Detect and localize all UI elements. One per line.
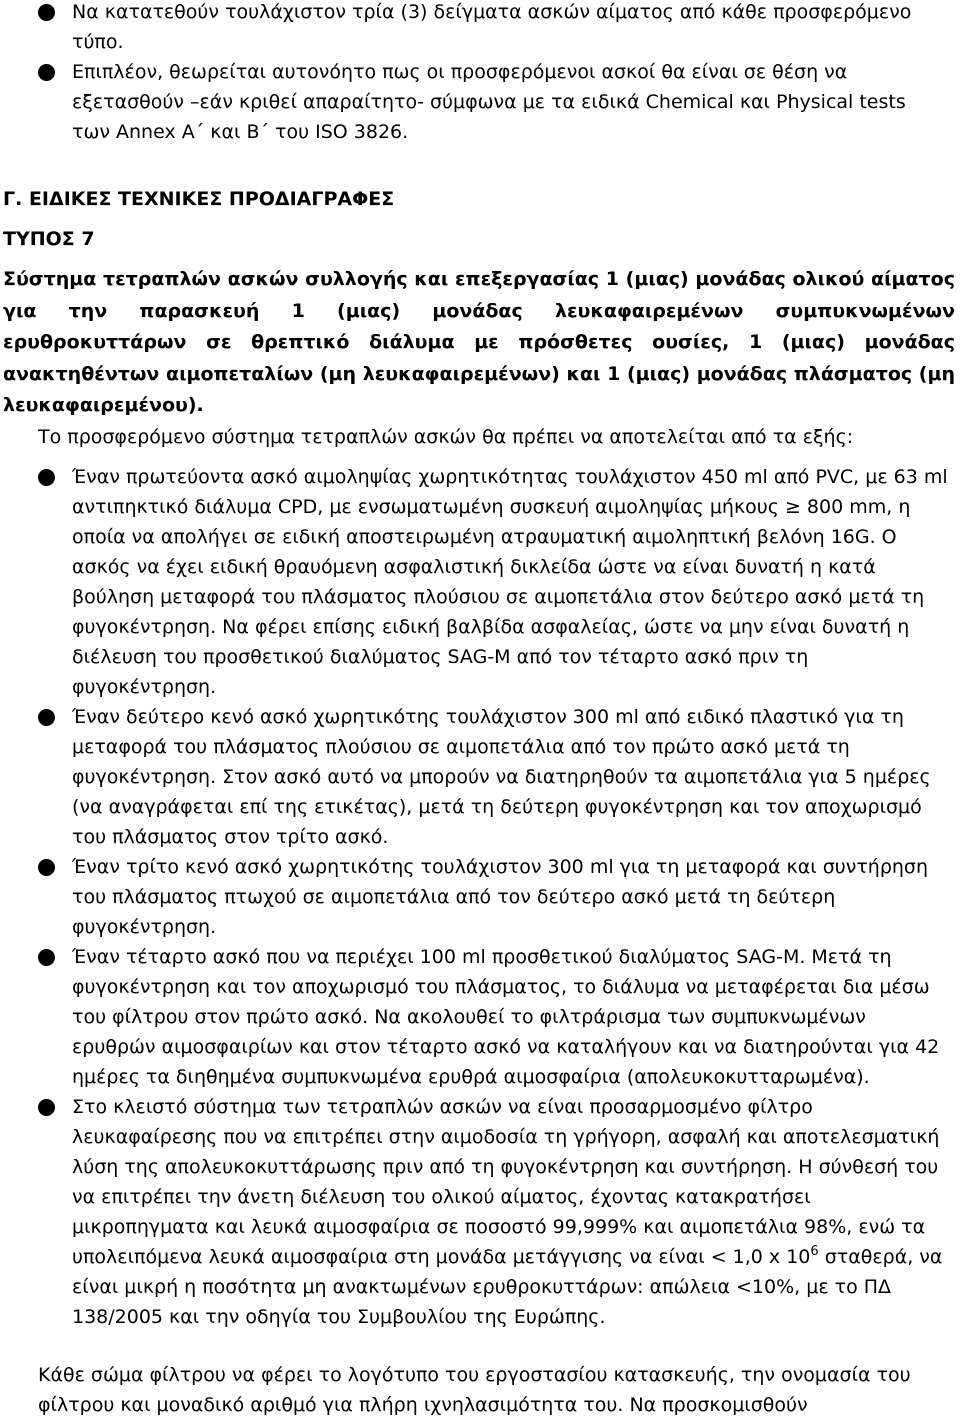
- component-bullet-list: [0, 462, 954, 1332]
- list-item: [0, 57, 954, 147]
- list-item-text: Έναν δεύτερο κενό ασκό χωρητικότης τουλάχιστον 300 ml από ειδικό πλαστικό για τη μεταφορά του πλάσματος πλούσιου σε αιμοπετάλια από τον πρώτο ασκό μετά τη φυγοκέντρηση. Στον ασκό αυτό να μπορούν να διατηρηθούν τα αιμοπετάλια για 5 ημέρες (να αναγράφεται επί της ετικέτας), μετά τη δεύτερη φυγοκέντρηση και τον αποχωρισμό του πλάσματος στον τρίτο ασκό.: [72, 706, 931, 848]
- list-item-text: Να κατατεθούν τουλάχιστον τρία (3) δείγματα ασκών αίματος από κάθε προσφερόμενο τύπο.: [72, 1, 912, 53]
- list-item: [0, 462, 954, 702]
- closing-paragraph: Κάθε σώμα φίλτρου να φέρει το λογότυπο του εργοστασίου κατασκευής, την ονομασία του φίλτρου και μοναδικό αριθμό για πλήρη ιχνηλασιμότητα του. Να προσκομισθούν: [38, 1364, 911, 1416]
- list-item-text: Επιπλέον, θεωρείται αυτονόητο πως οι προσφερόμενοι ασκοί θα είναι σε θέση να εξετασθούν –εάν κριθεί απαραίτητο- σύμφωνα με τα ειδικά Chemical και Physical tests των Annex Α΄ και Β΄ του ISO 3826.: [72, 61, 906, 143]
- type-heading: ΤΥΠΟΣ 7: [3, 228, 95, 250]
- list-item: [0, 942, 954, 1092]
- list-item-text: Έναν τρίτο κενό ασκό χωρητικότης τουλάχιστον 300 ml για τη μεταφορά και συντήρηση του πλάσματος πτωχού σε αιμοπετάλια από τον δεύτερο ασκό μετά τη δεύτερη φυγοκέντρηση.: [72, 856, 929, 938]
- bullet-dot-icon: [38, 469, 55, 486]
- list-item-text: Έναν τέταρτο ασκό που να περιέχει 100 ml προσθετικού διαλύματος SAG-M. Μετά τη φυγοκέντρηση και τον αποχωρισμό του πλάσματος, το διάλυμα να μεταφέρεται δια μέσω του φίλτρου στον πρώτο ασκό. Να ακολουθεί το φιλτράρισμα των συμπυκνωμένων ερυθρών αιμοσφαιρίων και στον τέταρτο ασκό να καταλήγουν και να διατηρούνται για 42 ημέρες τα διηθημένα συμπυκνωμένα ερυθρά αιμοσφαίρια (απολευκοκυτταρωμένα).: [72, 946, 940, 1088]
- bullet-dot-icon: [38, 64, 55, 81]
- exponent: 6: [810, 1244, 819, 1259]
- filter-text: Στο κλειστό σύστημα των τετραπλών ασκών να είναι προσαρμοσμένο φίλτρο λευκαφαίρεσης που να επιτρέπει στην αιμοδοσία τη γρήγορη, ασφαλή και αποτελεσματική λύση της απολευκοκυττάρωσης πριν από τη φυγοκέντρηση και συντήρηση. Η σύνθεσή του να επιτρέπει την άνετη διέλευση του ολικού αίματος, έχοντας κατακρατήσει μικροπηγματα και λευκά αιμοσφαίρια σε ποσοστό 99,999% και αιμοπετάλια 98%, ενώ τα υπολειπόμενα λευκά αιμοσφαίρια στη μονάδα μετάγγισης να είναι < 1,0 x 10: [72, 1096, 940, 1268]
- bullet-dot-icon: [38, 1099, 55, 1116]
- bullet-dot-icon: [38, 709, 55, 726]
- bullet-dot-icon: [38, 4, 55, 21]
- bullet-dot-icon: [38, 859, 55, 876]
- filter-text-continued: σταθερά, να είναι μικρή η ποσότητα μη ανακτωμένων ερυθροκυττάρων: απώλεια <10%, με το ΠΔ 138/2005 και την οδηγία του Συμβουλίου της Ευρώπης.: [72, 1246, 943, 1328]
- bullet-dot-icon: [38, 949, 55, 966]
- top-bullet-list: [0, 0, 954, 147]
- intro-paragraph: Το προσφερόμενο σύστημα τετραπλών ασκών θα πρέπει να αποτελείται από τα εξής:: [38, 426, 854, 448]
- type-description: Σύστημα τετραπλών ασκών συλλογής και επεξεργασίας 1 (μιας) μονάδας ολικού αίματος για την παρασκευή 1 (μιας) μονάδας λευκαφαιρεμένων συμπυκνωμένων ερυθροκυττάρων σε θρεπτικό διάλυμα με πρόσθετες ουσίες, 1 (μιας) μονάδας ανακτηθέντων αιμοπεταλίων (μη λευκαφαιρεμένων) και 1 (μιας) μονάδας πλάσματος (μη λευκαφαιρεμένου).: [3, 268, 955, 416]
- list-item: [0, 0, 954, 57]
- list-item: [0, 852, 954, 942]
- list-item-text: Έναν πρωτεύοντα ασκό αιμοληψίας χωρητικότητας τουλάχιστον 450 ml από PVC, με 63 ml αντιπηκτικό διάλυμα CPD, με ενσωματωμένη συσκευή αιμοληψίας μήκους ≥ 800 mm, η οποία να απολήγει σε ειδική αποστειρωμένη ατραυματική αιμοληπτική βελόνη 16G. Ο ασκός να έχει ειδική θραυόμενη ασφαλιστική δικλείδα ώστε να είναι δυνατή η κατά βούληση μεταφορά του πλάσματος πλούσιου σε αιμοπετάλια στον δεύτερο ασκό μετά τη φυγοκέντρηση. Να φέρει επίσης ειδική βαλβίδα ασφαλείας, ώστε να μην είναι δυνατή η διέλευση του προσθετικού διαλύματος SAG-M από τον τέταρτο ασκό πριν τη φυγοκέντρηση.: [72, 466, 948, 698]
- list-item: [0, 1092, 954, 1332]
- list-item-text: [72, 1092, 948, 1332]
- section-heading: Γ. ΕΙΔΙΚΕΣ ΤΕΧΝΙΚΕΣ ΠΡΟΔΙΑΓΡΑΦΕΣ: [3, 188, 395, 210]
- list-item: [0, 702, 954, 852]
